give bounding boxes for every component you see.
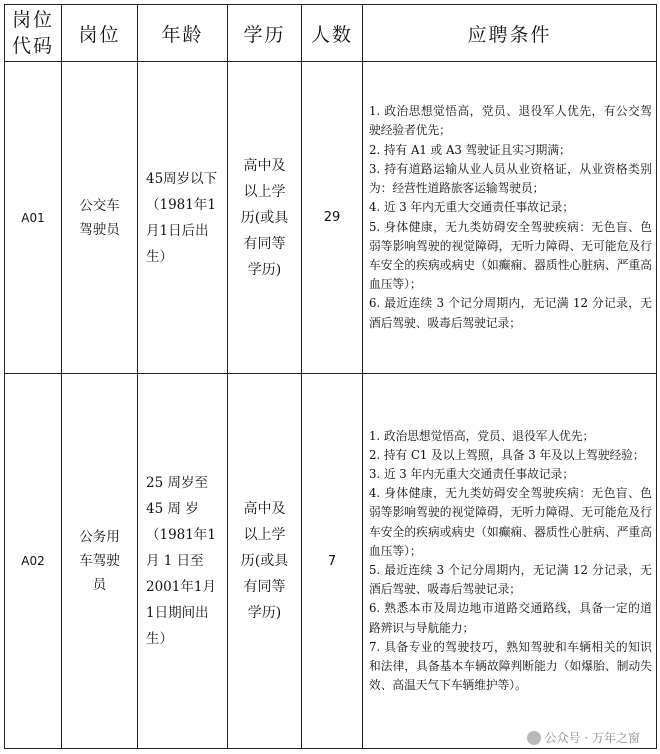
requirement-item: 5. 身体健康，无九类妨碍安全驾驶疾病：无色盲、色弱等影响驾驶的视觉障碍，无听力障碍、无可能危及行车安全的疾病或病史（如癫痫、器质性心脏病、严重高血压等）； — [369, 219, 652, 292]
education-line: 高中及 — [243, 501, 286, 517]
post-code-cell: A02 — [5, 374, 62, 749]
age-line: 25 周岁至 — [146, 475, 208, 491]
header-education: 学历 — [228, 5, 302, 62]
table-header — [5, 5, 657, 62]
education-line: 以上学 — [243, 527, 286, 543]
count-cell: 29 — [302, 62, 363, 374]
education-line: 有同等 — [243, 579, 286, 595]
age-cell — [138, 62, 228, 374]
education-line: 学历) — [247, 261, 282, 278]
watermark-text: 公众号 · 万年之窗 — [544, 731, 640, 745]
age-line: 生） — [146, 631, 173, 647]
education-line: 历(或具 — [240, 209, 289, 226]
age-line: 月1日后出 — [146, 222, 209, 239]
requirement-item: 1. 政治思想觉悟高，党员、退役军人优先，有公交驾驶经验者优先； — [369, 104, 652, 138]
requirement-item: 6. 熟悉本市及周边地市道路交通路线，具备一定的道路辨识与导航能力； — [369, 601, 652, 635]
job-requirements-table — [4, 4, 657, 749]
header-post-code — [5, 5, 62, 62]
header-count: 人数 — [302, 5, 363, 62]
education-cell — [228, 62, 302, 374]
age-line: 生） — [146, 248, 173, 265]
age-cell — [138, 374, 228, 749]
requirement-item: 2. 持有 C1 及以上驾照，具备 3 年及以上驾驶经验； — [369, 447, 645, 462]
requirements-cell — [363, 62, 657, 374]
education-line: 有同等 — [243, 235, 286, 252]
age-line: 月 1 日至 — [146, 553, 204, 569]
requirement-item: 6. 最近连续 3 个记分周期内，无记满 12 分记录，无酒后驾驶、吸毒后驾驶记录； — [369, 296, 652, 330]
requirement-item: 4. 近 3 年内无重大交通责任事故记录； — [369, 200, 575, 215]
age-line: 1日期间出 — [146, 605, 209, 621]
age-line: 45周岁以下 — [146, 170, 218, 187]
age-line: 45 周 岁 — [146, 501, 199, 517]
post-name-cell — [62, 62, 138, 374]
table-row — [5, 62, 657, 374]
post-code-cell: A01 — [5, 62, 62, 374]
header-age: 年龄 — [138, 5, 228, 62]
wechat-icon — [527, 731, 541, 745]
table-row — [5, 374, 657, 749]
education-line: 历(或具 — [240, 553, 289, 569]
requirement-item: 5. 最近连续 3 个记分周期内，无记满 12 分记录，无酒后驾驶、吸毒后驾驶记录； — [369, 563, 652, 597]
age-line: （1981年1 — [146, 196, 216, 213]
post-name-cell — [62, 374, 138, 749]
header-post-code-label: 岗位 代码 — [11, 9, 54, 57]
count-cell: 7 — [302, 374, 363, 749]
education-line: 学历) — [247, 605, 282, 621]
education-cell — [228, 374, 302, 749]
age-line: 2001年1月 — [146, 579, 216, 595]
requirements-cell — [363, 374, 657, 749]
post-name: 公务用 车驾驶 员 — [79, 529, 120, 593]
requirement-item: 1. 政治思想觉悟高，党员、退役军人优先； — [369, 428, 595, 443]
education-line: 高中及 — [243, 157, 286, 174]
post-name: 公交车 驾驶员 — [79, 197, 120, 238]
requirement-item: 4. 身体健康，无九类妨碍安全驾驶疾病：无色盲、色弱等影响驾驶的视觉障碍，无听力障碍、无可能危及行车安全的疾病或病史（如癫痫、器质性心脏病、严重高血压等）； — [369, 486, 652, 558]
education-line: 以上学 — [243, 183, 286, 200]
header-requirements: 应聘条件 — [363, 5, 657, 62]
watermark — [527, 729, 640, 746]
requirement-item: 7. 具备专业的驾驶技巧，熟知驾驶和车辆相关的知识和法律，具备基本车辆故障判断能力（如爆胎、制动失效、高温天气下车辆维护等）。 — [369, 639, 652, 693]
requirement-item: 3. 近 3 年内无重大交通责任事故记录； — [369, 466, 575, 481]
header-post: 岗位 — [62, 5, 138, 62]
age-line: （1981年1 — [146, 527, 216, 543]
requirement-item: 3. 持有道路运输从业人员从业资格证，从业资格类别为：经营性道路旅客运输驾驶员； — [369, 161, 652, 196]
requirement-item: 2. 持有 A1 或 A3 驾驶证且实习期满； — [369, 142, 571, 157]
